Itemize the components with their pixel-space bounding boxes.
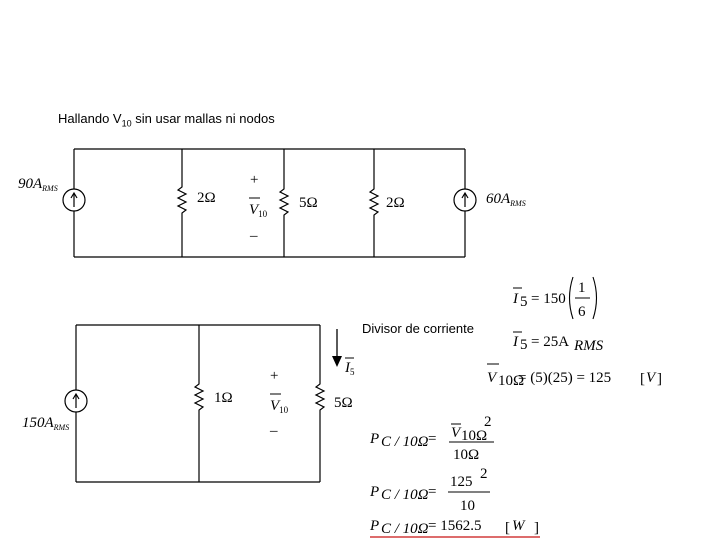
title-suffix: sin usar mallas ni nodos — [131, 111, 275, 126]
svg-text:C / 10Ω: C / 10Ω — [381, 434, 429, 450]
svg-text:6: 6 — [578, 304, 586, 320]
svg-text:= 1562.5: = 1562.5 — [428, 518, 482, 534]
svg-text:10Ω: 10Ω — [498, 373, 525, 389]
c1-right-current-source — [454, 189, 476, 211]
svg-text:P: P — [370, 431, 380, 447]
svg-text:2: 2 — [480, 466, 488, 482]
svg-text:10: 10 — [460, 498, 475, 514]
svg-text:[: [ — [505, 520, 510, 536]
c1-resistor-2ohm-left — [178, 183, 186, 217]
svg-text:P: P — [370, 518, 380, 534]
svg-text:=: = — [428, 484, 437, 500]
title-prefix: Hallando V — [58, 111, 122, 126]
c1-left-current-source — [63, 189, 85, 211]
c2-v10-label: $V_{10}$ — [270, 398, 289, 415]
svg-text:V: V — [646, 370, 656, 386]
c2-v-plus: + — [270, 368, 279, 384]
circuit-2 — [76, 325, 320, 482]
svg-text:125: 125 — [450, 474, 473, 490]
c1-resistor-2ohm-right — [370, 185, 378, 219]
equation-3 — [487, 364, 662, 389]
c2-resistor-5ohm — [316, 380, 324, 414]
svg-text:]: ] — [657, 371, 662, 387]
c2-r2-label: 5Ω — [334, 395, 353, 411]
svg-text:10Ω: 10Ω — [453, 447, 480, 463]
c1-v-plus: + — [250, 172, 259, 188]
svg-text:C / 10Ω: C / 10Ω — [381, 487, 429, 503]
svg-text:W: W — [512, 518, 525, 534]
equation-5 — [369, 466, 490, 514]
svg-text:5: 5 — [520, 294, 528, 310]
i5-label: $I_5$ — [345, 360, 355, 377]
c1-v10-label: $V_{10}$ — [249, 202, 268, 219]
c2-current-source — [65, 390, 87, 412]
c1-r3-label: 2Ω — [386, 195, 405, 211]
equation-6 — [369, 518, 540, 537]
current-divider-note: Divisor de corriente — [362, 321, 474, 336]
svg-text:]: ] — [534, 520, 539, 536]
equation-1 — [512, 277, 597, 320]
svg-text:1: 1 — [578, 280, 586, 296]
svg-text:5: 5 — [520, 337, 528, 353]
svg-text:V: V — [451, 425, 461, 441]
svg-text:RMS: RMS — [574, 338, 604, 354]
circuit-1 — [74, 149, 465, 257]
svg-text:= 25A: = 25A — [531, 334, 570, 350]
c1-r1-label: 2Ω — [197, 190, 216, 206]
svg-text:I: I — [513, 291, 518, 307]
c2-r1-label: 1Ω — [214, 390, 233, 406]
c2-resistor-1ohm — [195, 380, 203, 414]
c1-resistor-5ohm — [280, 185, 288, 219]
svg-text:I: I — [513, 334, 518, 350]
svg-text:= 150: = 150 — [531, 291, 566, 307]
svg-text:V: V — [487, 370, 497, 386]
c1-left-source-label: $90A_{RMS}$ — [18, 176, 58, 193]
i5-arrow — [332, 329, 342, 367]
svg-text:= (5)(25) = 125: = (5)(25) = 125 — [518, 370, 612, 386]
svg-text:P: P — [370, 484, 380, 500]
svg-text:10Ω: 10Ω — [461, 428, 488, 444]
svg-text:=: = — [428, 431, 437, 447]
c1-v-minus: – — [250, 228, 258, 244]
equation-4 — [369, 414, 494, 463]
equation-2 — [512, 332, 604, 354]
svg-text:2: 2 — [484, 414, 492, 430]
title-subscript: 10 — [121, 118, 132, 129]
c1-right-source-label: $60A_{RMS}$ — [486, 191, 526, 208]
c2-source-label: $150A_{RMS}$ — [22, 415, 70, 432]
c2-v-minus: – — [270, 423, 278, 439]
svg-text:[: [ — [640, 371, 645, 387]
svg-text:C / 10Ω: C / 10Ω — [381, 521, 429, 537]
c1-r2-label: 5Ω — [299, 195, 318, 211]
